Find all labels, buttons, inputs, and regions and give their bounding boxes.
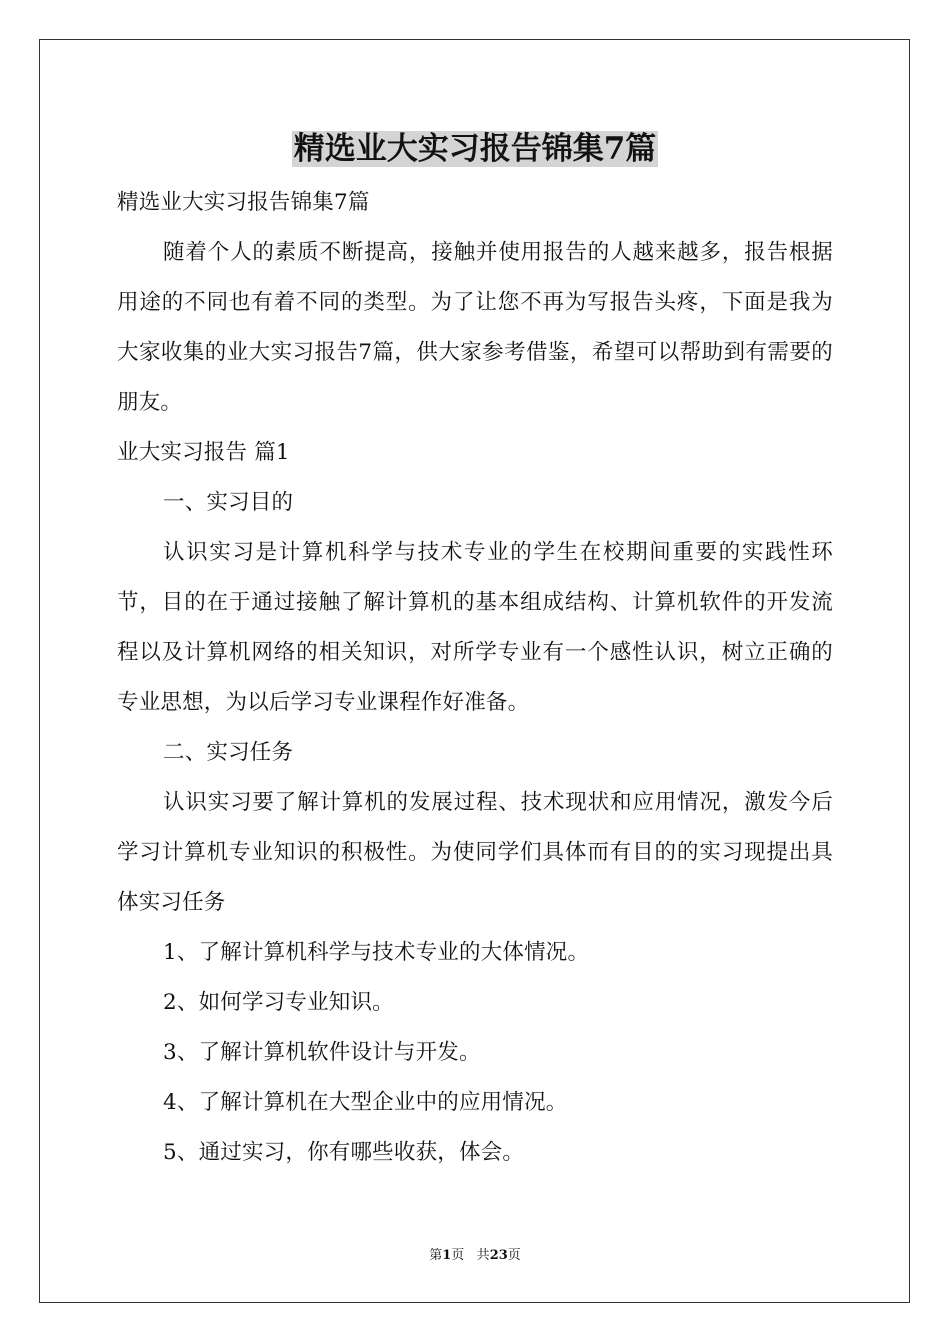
document-title: 精选业大实习报告锦集7篇 xyxy=(293,131,657,167)
document-body xyxy=(117,178,833,1178)
task-item: 2、如何学习专业知识。 xyxy=(163,990,394,1015)
part1-paragraph: 认识实习是计算机科学与技术专业的学生在校期间重要的实践性环节，目的在于通过接触了解计算机的基本组成结构、计算机软件的开发流程以及计算机网络的相关知识，对所学专业有一个感性认识，树立正确的专业思想，为以后学习专业课程作好准备。 xyxy=(117,540,833,715)
part1-heading: 一、实习目的 xyxy=(163,490,294,515)
document-title-container xyxy=(0,128,950,170)
total-pages: 23 xyxy=(489,1248,508,1263)
page-suffix: 页 xyxy=(451,1248,465,1263)
total-prefix: 共 xyxy=(476,1248,490,1263)
task-item: 4、了解计算机在大型企业中的应用情况。 xyxy=(163,1090,568,1115)
page-prefix: 第 xyxy=(429,1248,443,1263)
task-item: 3、了解计算机软件设计与开发。 xyxy=(163,1040,481,1065)
page-footer xyxy=(0,1247,950,1265)
intro-paragraph: 随着个人的素质不断提高，接触并使用报告的人越来越多，报告根据用途的不同也有着不同的类型。为了让您不再为写报告头疼，下面是我为大家收集的业大实习报告7篇，供大家参考借鉴，希望可以帮助到有需要的朋友。 xyxy=(117,240,833,415)
total-suffix: 页 xyxy=(507,1248,521,1263)
section-heading: 业大实习报告 篇1 xyxy=(117,440,290,465)
page-number: 1 xyxy=(442,1248,452,1263)
task-item: 5、通过实习，你有哪些收获，体会。 xyxy=(163,1140,525,1165)
part2-paragraph: 认识实习要了解计算机的发展过程、技术现状和应用情况，激发今后学习计算机专业知识的积极性。为使同学们具体而有目的的实习现提出具体实习任务 xyxy=(117,790,833,915)
task-item: 1、了解计算机科学与技术专业的大体情况。 xyxy=(163,940,590,965)
document-subtitle: 精选业大实习报告锦集7篇 xyxy=(117,190,370,215)
part2-heading: 二、实习任务 xyxy=(163,740,294,765)
